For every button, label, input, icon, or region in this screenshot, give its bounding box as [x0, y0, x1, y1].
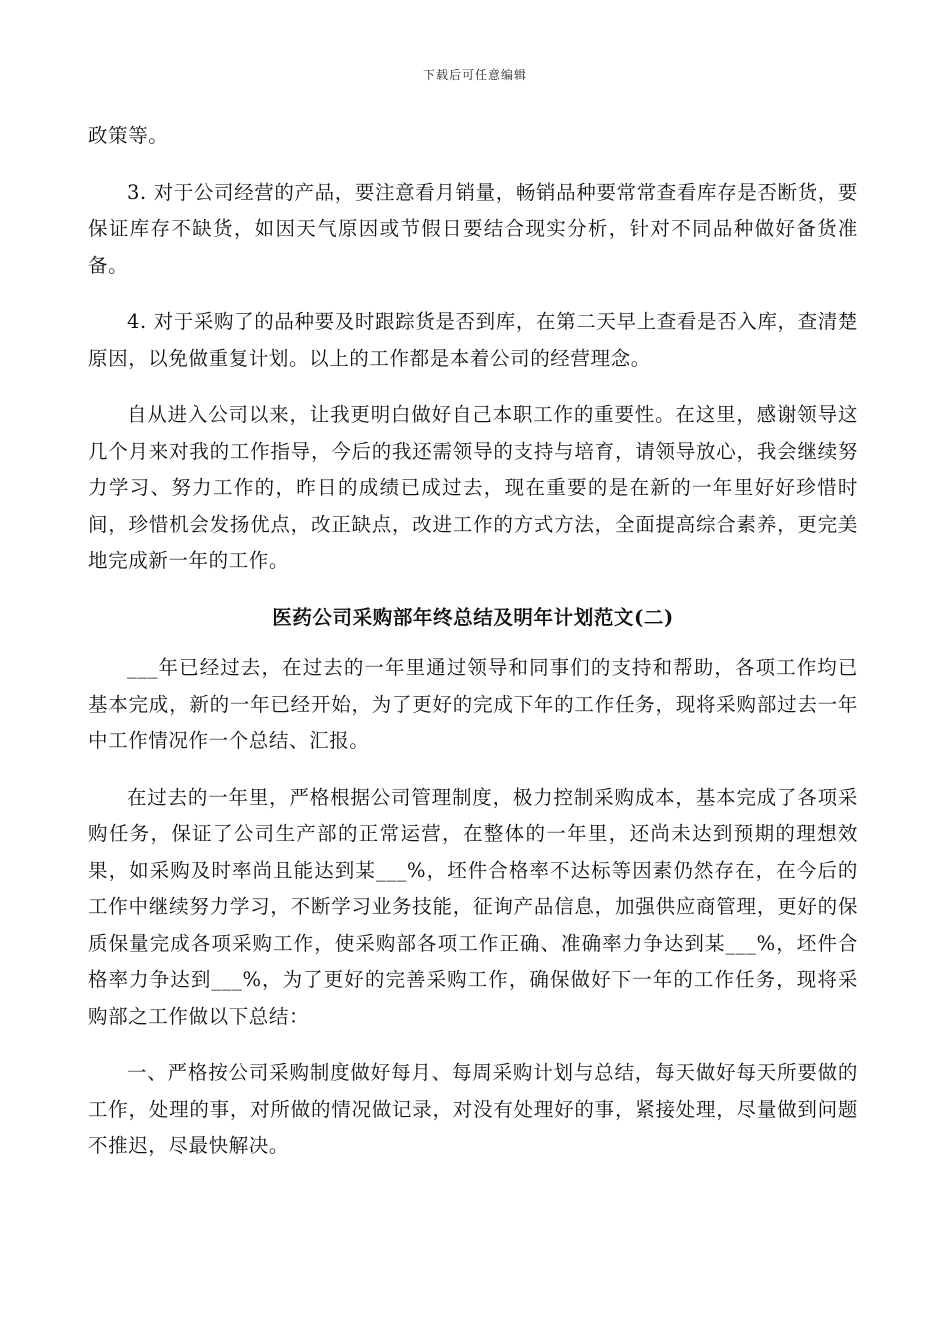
paragraph-item-4: 4. 对于采购了的品种要及时跟踪货是否到库，在第二天早上查看是否入库，查清楚原因，以免做重复计划。以上的工作都是本着公司的经营理念。 [88, 310, 858, 370]
paragraph-continuation: 政策等。 [88, 124, 169, 147]
paragraph-point-1: 一、严格按公司采购制度做好每月、每周采购计划与总结，每天做好每天所要做的工作，处理的事，对所做的情况做记录，对没有处理好的事，紧接处理，尽量做到问题不推迟，尽最快解决。 [88, 1061, 858, 1157]
section-title: 医药公司采购部年终总结及明年计划范文(二) [272, 605, 674, 629]
document-body [88, 118, 858, 1185]
paragraph-item-3: 3. 对于公司经营的产品，要注意看月销量，畅销品种要常常查看库存是否断货，要保证库存不缺货，如因天气原因或节假日要结合现实分析，针对不同品种做好备货准备。 [88, 180, 858, 277]
paragraph-intro: ___年已经过去，在过去的一年里通过领导和同事们的支持和帮助，各项工作均已基本完成，新的一年已经开始，为了更好的完成下年的工作任务，现将采购部过去一年中工作情况作一个总结、汇报。 [88, 656, 858, 752]
paragraph-summary: 在过去的一年里，严格根据公司管理制度，极力控制采购成本，基本完成了各项采购任务，保证了公司生产部的正常运营，在整体的一年里，还尚未达到预期的理想效果，如采购及时率尚且能达到某___%，坯件合格率不达标等因素仍然存在，在今后的工作中继续努力学习，不断学习业务技能，征询产品信息，加强供应商管理，更好的保质保量完成各项采购工作，使采购部各项工作正确、准确率力争达到某___%，坯件合格率力争达到___%，为了更好的完善采购工作，确保做好下一年的工作任务，现将采购部之工作做以下总结： [88, 785, 858, 1028]
paragraph-closing: 自从进入公司以来，让我更明白做好自己本职工作的重要性。在这里，感谢领导这几个月来对我的工作指导，今后的我还需领导的支持与培育，请领导放心，我会继续努力学习、努力工作的，昨日的成绩已成过去，现在重要的是在新的一年里好好珍惜时间，珍惜机会发扬优点，改正缺点，改进工作的方式方法，全面提高综合素养，更完美地完成新一年的工作。 [88, 403, 858, 572]
page-header: 下载后可任意编辑 [422, 68, 527, 82]
